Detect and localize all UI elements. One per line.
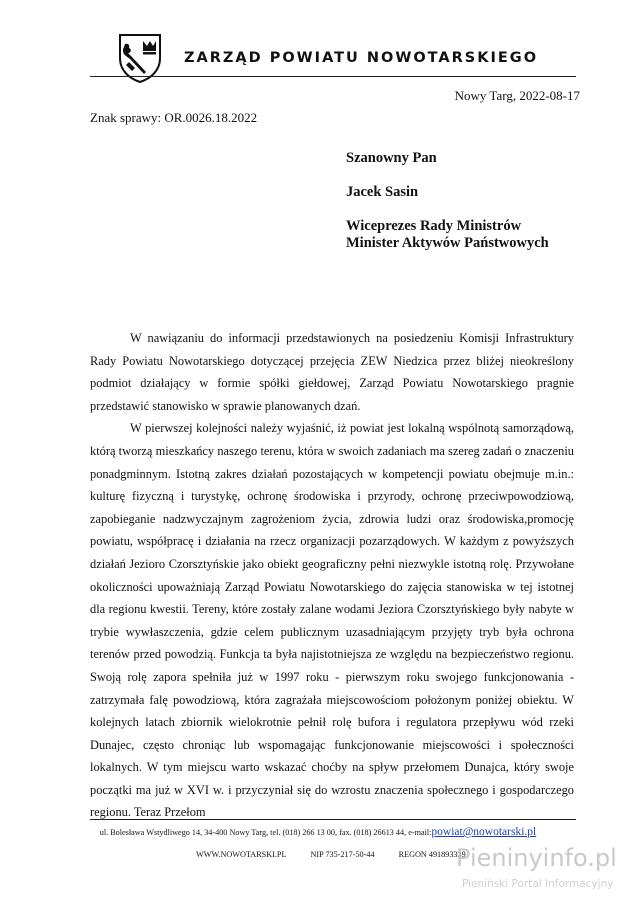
footer-address-line [0,826,636,838]
body-paragraph-2: W pierwszej kolejności należy wyjaśnić, iż powiat jest lokalną wspólnotą samorządową, którą tworzą mieszkańcy naszego terenu, która w swoich zadaniach ma szereg zadań o znaczeniu ponadgminnym. Istotną zakres działań pozostających w kompetencji powiatu obejmuje m.in.: kulturę fizyczną i turystykę, ochronę środowiska i przyrody, ochronę przeciwpowodziową, zapobieganie nadzwyczajnym zagrożeniom życia, zdrowia ludzi oraz środowiska,promocję powiatu, współpracę i działania na rzecz organizacji pozarządowych. W każdym z powyższych działań Jezioro Czorsztyńskie jako obiekt geograficzny pełni niezwykle istotną rolę. Przywołane okoliczności upoważniają Zarząd Powiatu Nowotarskiego do zajęcia stanowiska w tej istotnej dla regionu kwestii. Tereny, które zostały zalane wodami Jeziora Czorsztyńskiego były nabyte w trybie wywłaszczenia, gdzie celem publicznym uzasadniającym przyjęty tryb była ochrona terenów przed powodzią. Funkcja ta była najistotniejsza ze względu na bezpieczeństwo regionu. Swoją rolę zapora spełniła już w 1997 roku - pierwszym roku swojego funkcjonowania - zatrzymała falę powodziową, która zagrażała miejscowościom położonym poniżej obiektu. W kolejnych latach zbiornik wielokrotnie pełnił rolę bufora i regulatora przepływu wód rzeki Dunajec, często chroniąc lub wspomagając funkcjonowanie miejscowości i społeczności lokalnych. W tym miejscu warto wskazać choćby na spływ przełomem Dunajca, który swoje początki ma już w XVI w. i przyczyniał się do wzrostu znaczenia społecznego i gospodarczego regionu. Teraz Przełom [90,421,574,820]
addressee-greeting: Szanowny Pan [346,150,437,166]
footer-divider [90,819,576,820]
addressee-title-line2: Minister Aktywów Państwowych [346,235,549,251]
header-title: ZARZĄD POWIATU NOWOTARSKIEGO [184,50,539,66]
footer-email-link[interactable]: powiat@nowotarski.pl [431,826,537,838]
addressee-name: Jacek Sasin [346,184,419,200]
addressee-title-line1: Wiceprezes Rady Ministrów [346,218,522,234]
footer-address: ul. Bolesława Wstydliwego 14, 34-400 Nowy Targ, tel. (018) 266 13 00, fax. (018) 26613 44, e-mail: [99,828,432,837]
addressee-block [346,150,549,252]
body-paragraph-1: W nawiązaniu do informacji przedstawionych na posiedzeniu Komisji Infrastruktury Rady Powiatu Nowotarskiego dotyczącej przejęcia ZEW Niedzica przez bliżej nieokreślony podmiot działający w formie spółki giełdowej, Zarząd Powiatu Nowotarskiego pragnie przedstawić stanowisko w sprawie planowanych dzań. [90,331,574,413]
footer-website[interactable]: WWW.NOWOTARSKI.PL [196,850,287,859]
case-reference: Znak sprawy: OR.0026.18.2022 [90,110,258,125]
footer-identifiers [196,850,488,859]
watermark-subtitle: Pieniński Portal Informacyjny [462,878,614,890]
header-divider [90,76,576,77]
footer-regon: REGON 491893339 [398,850,466,859]
watermark-title: Pieninyinfo.pl [456,844,617,872]
place-date: Nowy Targ, 2022-08-17 [454,88,580,103]
footer-nip: NIP 735-217-50-44 [310,850,375,859]
letter-body [90,327,574,824]
